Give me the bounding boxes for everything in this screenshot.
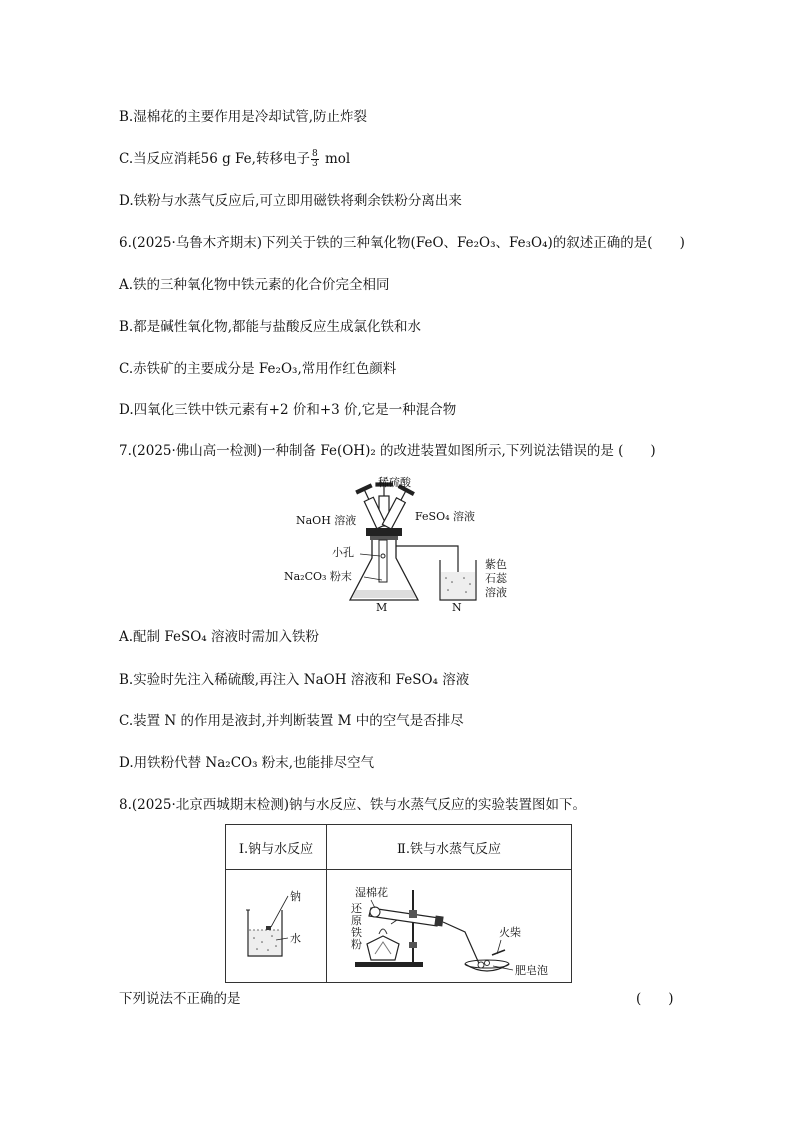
match-icon [492,950,505,955]
q8-question: 下列说法不正确的是 [119,991,241,1007]
sodium-water-figure [226,870,326,978]
label-iron-1: 还 [351,902,362,915]
label-bubbles: 肥皂泡 [515,964,548,977]
label-wet-cotton: 湿棉花 [355,886,388,899]
q8-stem: 8.(2025·北京西城期末检测)钠与水反应、铁与水蒸气反应的实验装置图如下。 [119,797,587,813]
fraction-denominator: 3 [311,159,318,169]
fraction [311,150,319,169]
table-header-iron: Ⅱ.铁与水蒸气反应 [327,825,572,870]
experiment-table [225,824,572,983]
q7-option-b: B.实验时先注入稀硫酸,再注入 NaOH 溶液和 FeSO₄ 溶液 [119,672,470,688]
label-acid: 稀硫酸 [378,476,411,489]
label-naoh: NaOH 溶液 [296,514,357,527]
q5-option-c-text: C.当反应消耗56 g Fe,转移电子 [119,151,310,167]
sodium-water-figure-cell [226,870,327,983]
iron-steam-figure [327,870,571,978]
q6-option-c: C.赤铁矿的主要成分是 Fe₂O₃,常用作红色颜料 [119,361,397,377]
fraction-numerator: 8 [311,149,318,159]
iron-steam-figure-cell [327,870,572,983]
label-sodium: 钠 [290,890,301,903]
q5-option-d: D.铁粉与水蒸气反应后,可立即用磁铁将剩余铁粉分离出来 [119,193,462,209]
label-na2co3: Na₂CO₃ 粉末 [284,570,352,583]
label-feso4: FeSO₄ 溶液 [415,510,476,523]
q7-option-d: D.用铁粉代替 Na₂CO₃ 粉末,也能排尽空气 [119,755,375,771]
label-hole: 小孔 [332,546,354,559]
label-m: M [376,601,388,612]
q7-option-a: A.配制 FeSO₄ 溶液时需加入铁粉 [119,629,319,645]
answer-bracket: ( ) [636,991,674,1007]
label-litmus-2: 石蕊 [485,572,507,585]
q6-option-a: A.铁的三种氧化物中铁元素的化合价完全相同 [119,277,390,293]
label-iron-2: 原 [351,914,362,927]
label-water: 水 [290,932,301,945]
stopper [366,528,402,536]
label-iron-3: 铁 [351,926,362,939]
q6-option-b: B.都是碱性氧化物,都能与盐酸反应生成氯化铁和水 [119,319,422,335]
q7-stem: 7.(2025·佛山高一检测)一种制备 Fe(OH)₂ 的改进装置如图所示,下列说法错误的是 ( ) [119,443,656,459]
stand-base [355,962,423,967]
q5-option-c [119,150,350,169]
table-header-sodium: Ⅰ.钠与水反应 [226,825,327,870]
label-match: 火柴 [499,926,521,939]
q7-option-c: C.装置 N 的作用是液封,并判断装置 M 中的空气是否排尽 [119,713,464,729]
alcohol-lamp [367,936,399,960]
q7-apparatus-figure [280,472,530,612]
label-litmus-1: 紫色 [485,558,507,571]
label-litmus-3: 溶液 [485,586,507,599]
label-iron-4: 粉 [351,938,362,951]
q5-option-b: B.湿棉花的主要作用是冷却试管,防止炸裂 [119,109,368,125]
q6-stem: 6.(2025·乌鲁木齐期末)下列关于铁的三种氧化物(FeO、Fe₂O₃、Fe₃O₄)的叙述正确的是( ) [119,235,685,251]
q5-option-c-unit: mol [320,151,351,167]
label-n: N [452,601,462,612]
inner-tube [379,540,387,582]
q6-option-d: D.四氧化三铁中铁元素有+2 价和+3 价,它是一种混合物 [119,402,457,418]
